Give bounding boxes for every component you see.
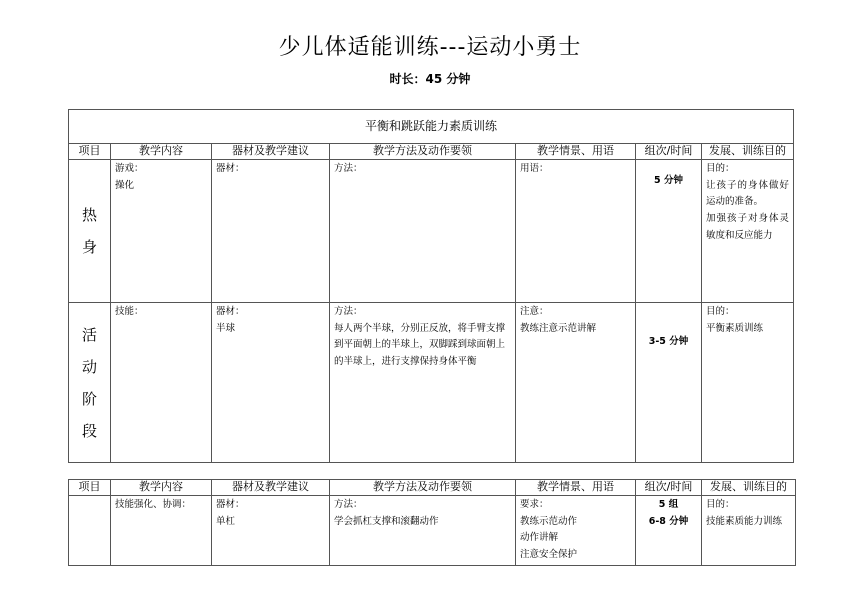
training-table-2 [68, 479, 796, 566]
content-label: 技能： [115, 306, 144, 317]
content-value: 操化 [115, 179, 135, 191]
stage-char: 热 [81, 206, 97, 224]
content-label: 游戏： [115, 163, 144, 174]
purpose-text: 平衡素质训练 [706, 322, 764, 334]
table-row [69, 303, 794, 463]
table-row [69, 160, 794, 303]
header-cell: 教学情景、用语 [516, 480, 636, 496]
scene-cell [516, 303, 636, 463]
equipment-label: 器材： [216, 163, 245, 174]
method-cell [330, 160, 516, 303]
scene-text: 教练示范动作 [520, 515, 578, 527]
scene-label: 要求： [520, 499, 549, 510]
scene-label: 用语： [520, 163, 549, 174]
time-cell [636, 303, 702, 463]
time-value: 5 分钟 [654, 175, 683, 186]
method-cell [330, 496, 516, 566]
method-text: 学会抓杠支撑和滚翻动作 [334, 515, 439, 527]
stage-cell [69, 160, 111, 303]
header-cell: 组次/时间 [636, 480, 702, 496]
scene-cell [516, 496, 636, 566]
header-cell: 器材及教学建议 [212, 144, 330, 160]
method-label: 方法： [334, 163, 363, 174]
header-cell: 教学内容 [111, 144, 212, 160]
purpose-cell [702, 303, 794, 463]
header-cell: 教学方法及动作要领 [330, 480, 516, 496]
stage-char: 阶 [81, 389, 97, 408]
purpose-label: 目的： [706, 163, 735, 174]
document-title: 少儿体适能训练---运动小勇士 [278, 35, 582, 60]
equipment-label: 器材： [216, 306, 245, 317]
equipment-value: 单杠 [216, 515, 236, 527]
purpose-label: 目的： [706, 306, 735, 317]
stage-char: 动 [81, 357, 97, 376]
header-row [69, 480, 796, 496]
content-cell [111, 496, 212, 566]
method-label: 方法： [334, 499, 363, 510]
equipment-label: 器材： [216, 499, 245, 510]
time-value: 6-8 分钟 [648, 515, 689, 527]
stage-char: 段 [81, 421, 97, 440]
scene-cell [516, 160, 636, 303]
stage-char: 活 [81, 325, 97, 344]
header-cell: 项目 [69, 480, 111, 496]
purpose-text: 技能素质能力训练 [706, 515, 783, 527]
time-value: 3-5 分钟 [648, 336, 689, 347]
method-label: 方法： [334, 306, 363, 317]
purpose-text: 加强孩子对身体灵敏度和反应能力 [706, 212, 790, 241]
stage-cell [69, 496, 111, 566]
header-cell: 组次/时间 [636, 144, 702, 160]
time-cell [636, 160, 702, 303]
header-cell: 教学情景、用语 [516, 144, 636, 160]
scene-text: 动作讲解 [520, 532, 559, 544]
section-title: 平衡和跳跃能力素质训练 [69, 110, 794, 144]
stage-char: 身 [81, 238, 97, 256]
purpose-cell [702, 496, 796, 566]
purpose-label: 目的： [706, 499, 735, 510]
header-row [69, 144, 794, 160]
scene-text: 注意安全保护 [520, 548, 578, 560]
method-cell [330, 303, 516, 463]
scene-label: 注意： [520, 306, 549, 317]
header-cell: 器材及教学建议 [212, 480, 330, 496]
header-cell: 项目 [69, 144, 111, 160]
header-cell: 教学方法及动作要领 [330, 144, 516, 160]
scene-text: 教练注意示范讲解 [520, 322, 597, 334]
content-cell [111, 160, 212, 303]
training-table-1 [68, 109, 794, 463]
duration-text: 时长：45 分钟 [389, 72, 471, 86]
method-text: 每人两个半球，分别正反放，将手臂支撑到平面朝上的半球上，双脚踩到球面朝上的半球上，进行支撑保持身体平衡 [334, 322, 506, 367]
purpose-cell [702, 160, 794, 303]
content-label: 技能强化、协调： [115, 499, 192, 510]
equipment-cell [212, 160, 330, 303]
time-cell [636, 496, 702, 566]
stage-cell [69, 303, 111, 463]
purpose-text: 让孩子的身体做好运动的准备。 [706, 179, 790, 208]
header-cell: 发展、训练目的 [702, 144, 794, 160]
sets-value: 5 组 [658, 499, 679, 510]
header-cell: 教学内容 [111, 480, 212, 496]
equipment-value: 半球 [216, 322, 236, 334]
equipment-cell [212, 496, 330, 566]
table-row [69, 496, 796, 566]
header-cell: 发展、训练目的 [702, 480, 796, 496]
equipment-cell [212, 303, 330, 463]
content-cell [111, 303, 212, 463]
